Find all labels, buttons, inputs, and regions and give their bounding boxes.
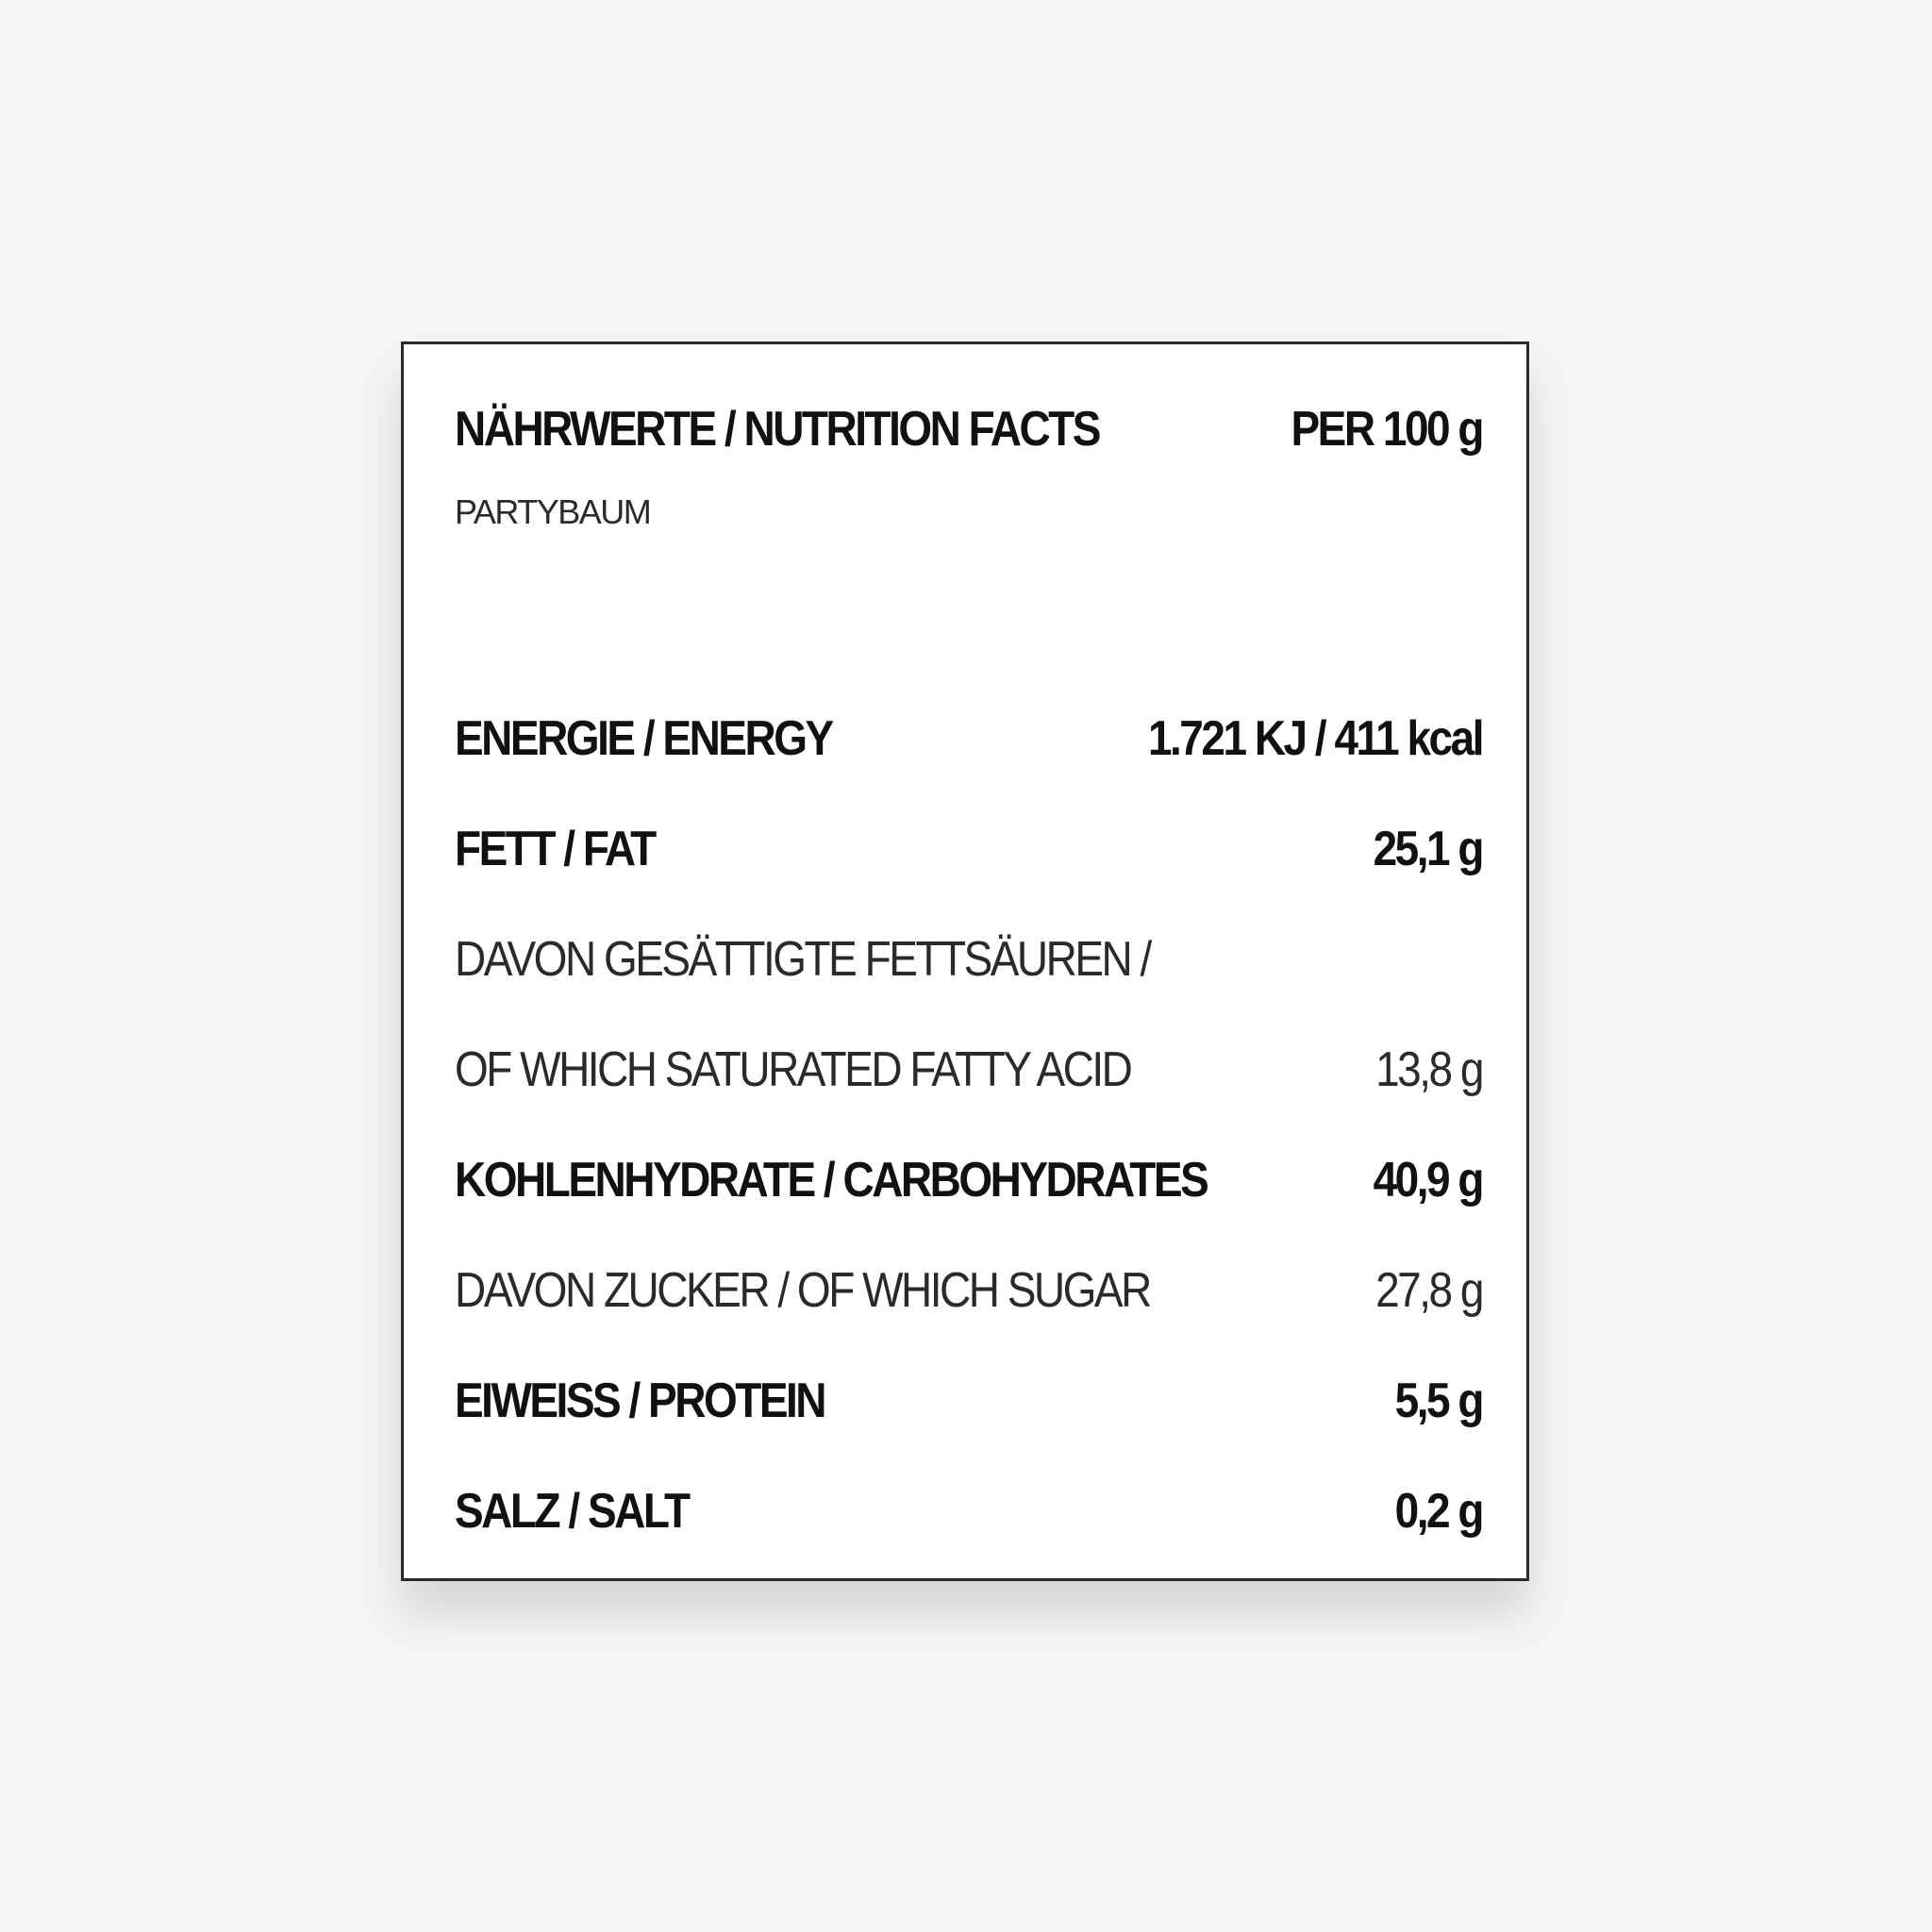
- nutrient-row-energy: [455, 709, 1482, 766]
- product-name: PARTYBAUM: [455, 492, 651, 531]
- nutrient-value: 0,2 g: [1394, 1482, 1482, 1539]
- nutrient-name: OF WHICH SATURATED FATTY ACID: [455, 1041, 1131, 1097]
- label-header: [455, 400, 1482, 457]
- nutrient-row-saturated: [455, 1041, 1482, 1097]
- nutrient-row-fat: [455, 820, 1482, 876]
- nutrient-row-protein: [455, 1372, 1482, 1428]
- nutrient-name: SALZ / SALT: [455, 1482, 689, 1539]
- per-amount: PER 100 g: [1291, 400, 1482, 457]
- nutrient-row-sugar: [455, 1261, 1482, 1318]
- label-title: NÄHRWERTE / NUTRITION FACTS: [455, 400, 1099, 457]
- nutrient-name: ENERGIE / ENERGY: [455, 709, 832, 766]
- nutrient-value: 5,5 g: [1394, 1372, 1482, 1428]
- product-row: [455, 492, 1482, 531]
- nutrient-row-carbohydrates: [455, 1151, 1482, 1208]
- nutrient-value: 40,9 g: [1373, 1151, 1482, 1208]
- nutrition-label: [401, 341, 1529, 1581]
- nutrient-row-salt: [455, 1482, 1482, 1539]
- nutrient-value: 27,8 g: [1375, 1261, 1482, 1318]
- nutrient-value: 1.721 KJ / 411 kcal: [1147, 709, 1482, 766]
- nutrient-value: 25,1 g: [1373, 820, 1482, 876]
- nutrient-name: KOHLENHYDRATE / CARBOHYDRATES: [455, 1151, 1208, 1208]
- nutrient-row-saturated-de: [455, 930, 1482, 987]
- nutrient-name: EIWEISS / PROTEIN: [455, 1372, 825, 1428]
- nutrient-name: DAVON ZUCKER / OF WHICH SUGAR: [455, 1261, 1150, 1318]
- nutrient-name: DAVON GESÄTTIGTE FETTSÄUREN /: [455, 930, 1150, 987]
- nutrient-value: 13,8 g: [1375, 1041, 1482, 1097]
- nutrient-name: FETT / FAT: [455, 820, 655, 876]
